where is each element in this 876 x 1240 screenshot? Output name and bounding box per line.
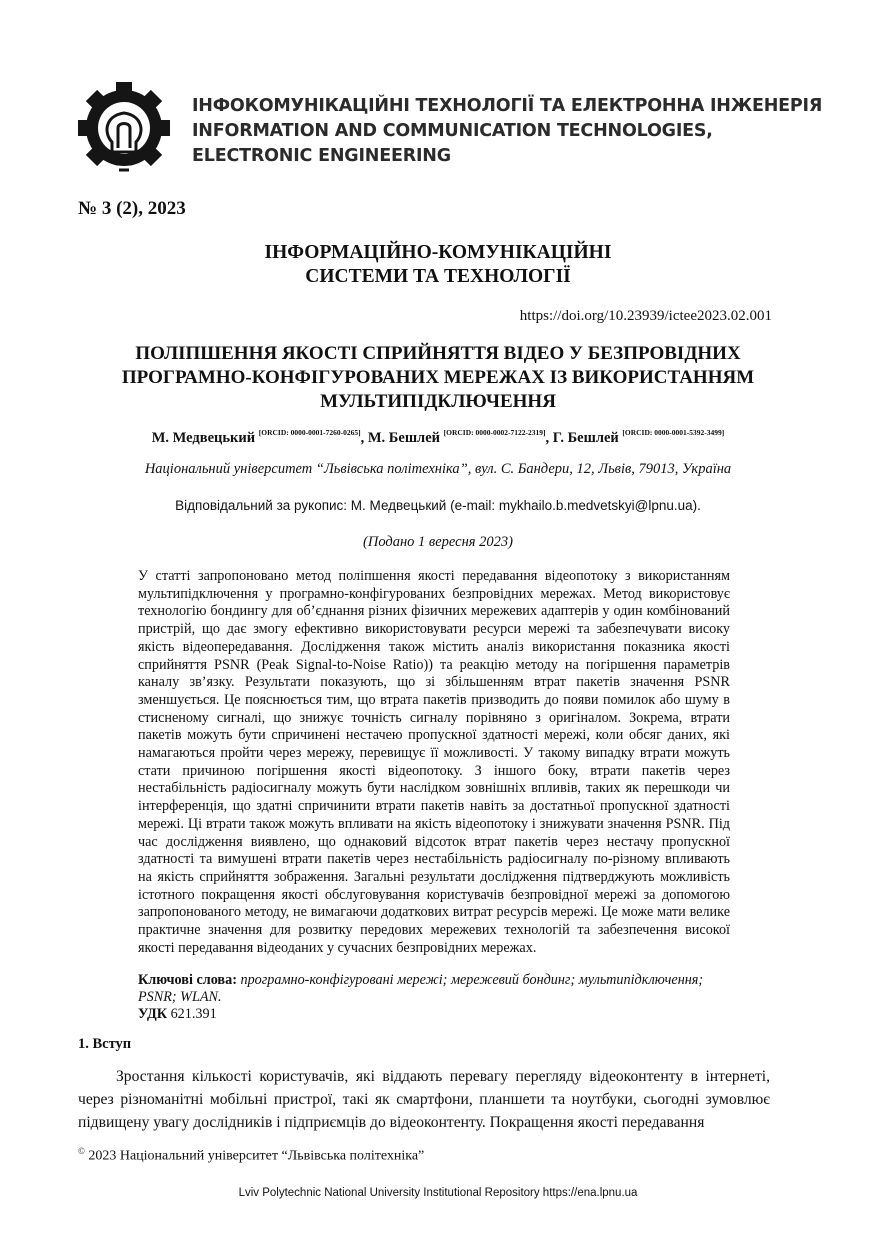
author-separator: , [545, 430, 553, 446]
paper-title-line1: ПОЛІПШЕННЯ ЯКОСТІ СПРИЙНЯТТЯ ВІДЕО У БЕЗПРОВІДНИХ [135, 343, 741, 364]
udc-code [138, 1006, 217, 1023]
copyright-symbol: © [78, 1146, 85, 1156]
section-title-line2: СИСТЕМИ ТА ТЕХНОЛОГІЇ [305, 266, 571, 287]
journal-title-en-line2: ELECTRONIC ENGINEERING [192, 146, 451, 166]
section-title-line1: ІНФОРМАЦІЙНО-КОМУНІКАЦІЙНІ [264, 242, 612, 263]
author-orcid[interactable]: [ORCID: 0000-0001-5392-3499] [622, 428, 725, 437]
author-list [0, 428, 876, 447]
author-name: М. Медвецький [151, 430, 256, 446]
author-separator: , [360, 430, 368, 446]
doi-link[interactable]: https://doi.org/10.23939/ictee2023.02.001 [519, 308, 772, 324]
journal-title-en-line1: INFORMATION AND COMMUNICATION TECHNOLOGIES, [192, 121, 713, 141]
author-orcid[interactable]: [ORCID: 0000-0002-7122-2319] [443, 428, 546, 437]
issue-number: № 3 (2), 2023 [78, 198, 186, 219]
journal-logo-gear-bulb-icon [78, 82, 170, 182]
udc-value: 621.391 [170, 1006, 217, 1022]
paper-title-line2: ПРОГРАМНО-КОНФІГУРОВАНИХ МЕРЕЖАХ ІЗ ВИКОРИСТАННЯМ [121, 367, 755, 388]
journal-title-ua: ІНФОКОМУНІКАЦІЙНІ ТЕХНОЛОГІЇ ТА ЕЛЕКТРОННА ІНЖЕНЕРІЯ [192, 96, 823, 116]
udc-label: УДК [138, 1006, 168, 1022]
submission-date: (Подано 1 вересня 2023) [363, 534, 513, 550]
copyright-notice [78, 1146, 424, 1165]
intro-paragraph: Зростання кількості користувачів, які віддають перевагу перегляду відеоконтенту в інтернеті, через різноманітні мобільні пристрої, такі як смартфони, планшети та ноутбуки, сьогодні зумовлює підвищену увагу дослідників і підприємців до відеоконтенту. Покращення якості передавання [78, 1068, 770, 1131]
affiliation: Національний університет “Львівська політехніка”, вул. С. Бандери, 12, Львів, 79013, Україна [144, 461, 732, 477]
paper-title-line3: МУЛЬТИПІДКЛЮЧЕННЯ [320, 391, 556, 412]
abstract-text: У статті запропоновано метод поліпшення якості передавання відеопотоку з використанням мультипідключення у програмно-конфігурованих безпровідних мережах. Метод використовує технологію бондингу для об’єднання різних фізичних мережевих адаптерів у один комбінований пристрій, що дає змогу ефективно використовувати ресурси мережі та забезпечувати високу якість відеопередавання. Дослідження також містить аналіз використання показника якості сприйняття PSNR (Peak Signal-to-Noise Ratio)) та реакцію методу на погіршення параметрів каналу зв’язку. Результати показують, що зі збільшенням втрат пакетів значення PSNR зменшується. Це пояснюється тим, що втрата пакетів призводить до появи помилок або шуму в стисненому сигналі, що знижує точність сигналу порівняно з оригіналом. Зокрема, втрати пакетів можуть бути спричинені нестачею пропускної здатності мережі, коли обсяг даних, які намагаються пройти через мережу, перевищує її можливості. У такому випадку втрати можуть стати причиною погіршення якості відеопотоку. З іншого боку, втрати пакетів через нестабільність радіосигналу можуть бути наслідком зовнішніх впливів, таких як перешкоди чи інтерференція, що здатні спричинити втрати пакетів навіть за достатньої пропускної здатності мережі. Ці втрати також можуть впливати на якість відеопотоку і знижувати значення PSNR. Під час дослідження виявлено, що однаковий відсоток втрат пакетів через нестачу пропускної здатності та вимушені втрати пакетів через нестабільність радіосигналу по-різному впливають на якість сприйняття зображення. Загальні результати дослідження підтверджують можливість істотного покращення якості обслуговування користувачів безпровідної мережі за допомогою запропонованого методу, не вимагаючи додаткових витрат ресурсів мережі. Це може мати велике практичне значення для розвитку передових мережевих технологій та забезпечення високої якості передавання відеоданих у сучасних безпровідних мережах. [138, 568, 730, 956]
keywords [138, 972, 738, 1006]
keywords-text: програмно-конфігуровані мережі; мережевий бондинг; мультипідключення; PSNR; WLAN. [138, 972, 704, 1005]
copyright-text: 2023 Національний університет “Львівська політехніка” [88, 1148, 425, 1164]
author-orcid[interactable]: [ORCID: 0000-0001-7260-0265] [258, 428, 361, 437]
intro-heading: 1. Вступ [78, 1036, 132, 1052]
author-name: Г. Бешлей [552, 430, 619, 446]
repository-footer: Lviv Polytechnic National University Institutional Repository https://ena.lpnu.ua [238, 1187, 638, 1199]
author-name: М. Бешлей [367, 430, 440, 446]
corresponding-author: Відповідальний за рукопис: М. Медвецький (e-mail: mykhailo.b.medvetskyi@lpnu.ua). [175, 498, 701, 513]
keywords-label: Ключові слова: [138, 972, 237, 988]
